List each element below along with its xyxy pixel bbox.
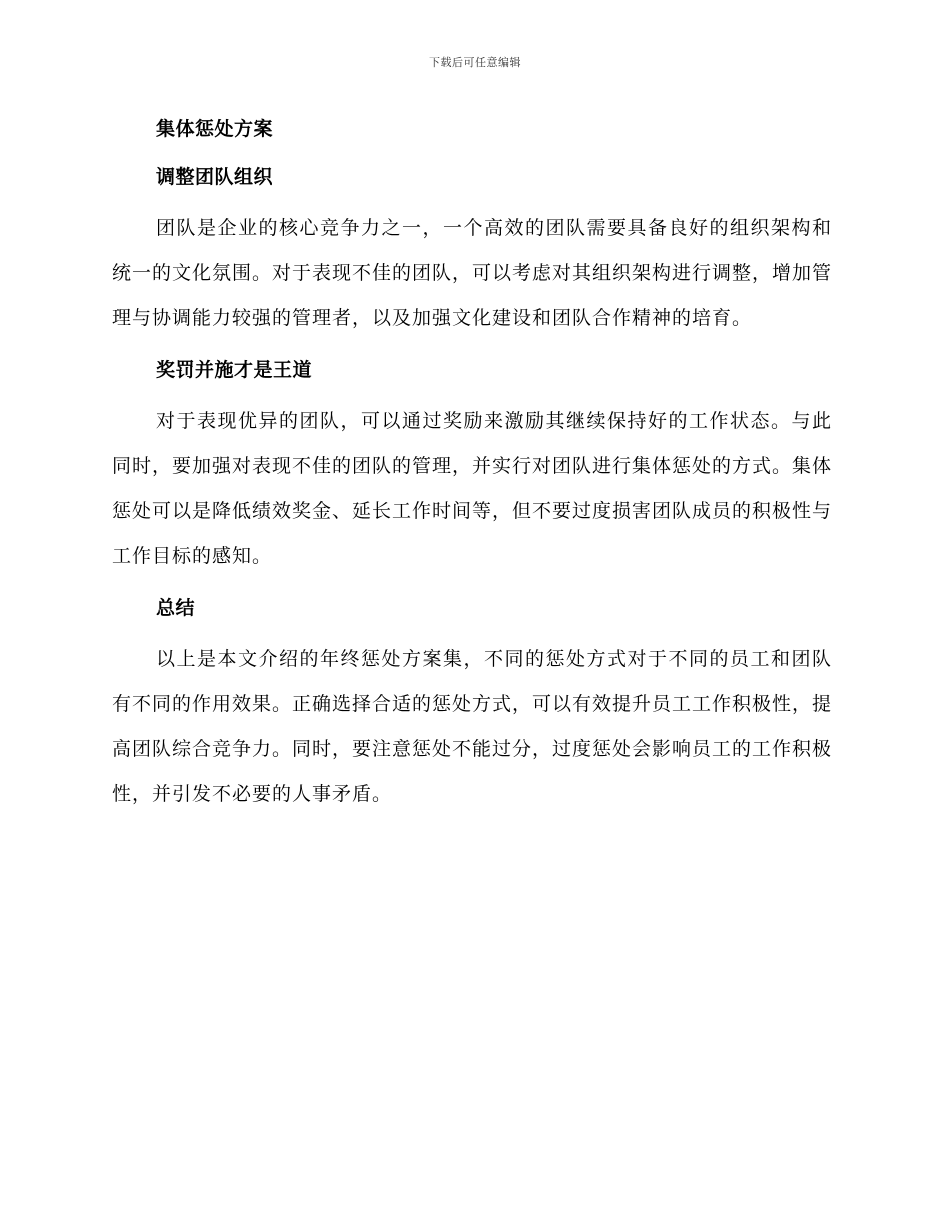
page-header: 下载后可任意编辑 [429, 56, 521, 69]
document-body [112, 110, 832, 827]
section-paragraph: 团队是企业的核心竞争力之一，一个高效的团队需要具备良好的组织架构和统一的文化氛围。对于表现不佳的团队，可以考虑对其组织架构进行调整，增加管理与协调能力较强的管理者，以及加强文化建设和团队合作精神的培育。 [112, 217, 833, 329]
section-heading: 奖罚并施才是王道 [156, 359, 313, 381]
section-heading: 总结 [156, 597, 196, 619]
section-paragraph: 以上是本文介绍的年终惩处方案集，不同的惩处方式对于不同的员工和团队有不同的作用效果。正确选择合适的惩处方式，可以有效提升员工工作积极性，提高团队综合竞争力。同时，要注意惩处不能过分，过度惩处会影响员工的工作积极性，并引发不必要的人事矛盾。 [112, 648, 833, 805]
document-title: 集体惩处方案 [156, 118, 274, 140]
section-heading: 调整团队组织 [156, 166, 274, 188]
section-paragraph: 对于表现优异的团队，可以通过奖励来激励其继续保持好的工作状态。与此同时，要加强对表现不佳的团队的管理，并实行对团队进行集体惩处的方式。集体惩处可以是降低绩效奖金、延长工作时间等，但不要过度损害团队成员的积极性与工作目标的感知。 [112, 410, 833, 567]
